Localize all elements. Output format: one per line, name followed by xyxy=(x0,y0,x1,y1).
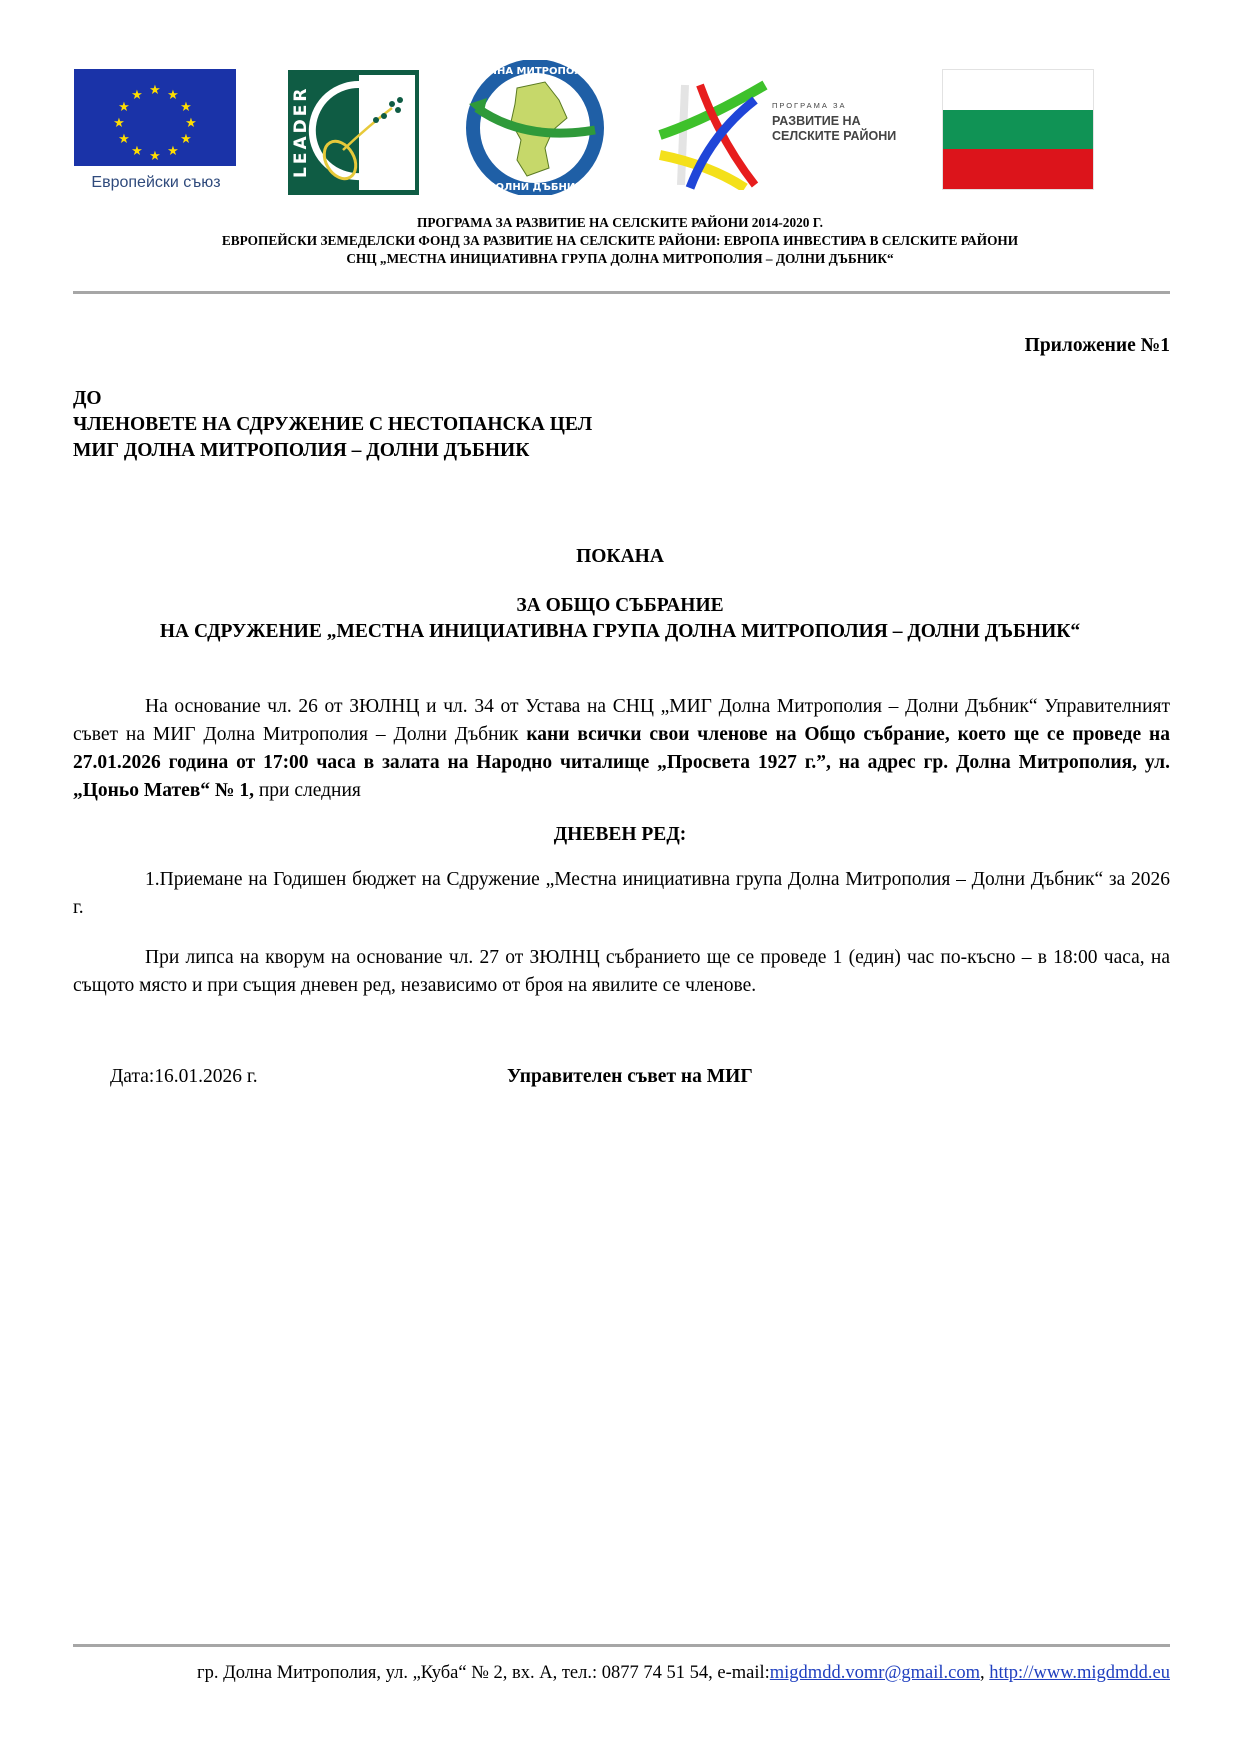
rdp-small-label: ПРОГРАМА ЗА xyxy=(772,101,847,110)
agenda-heading: ДНЕВЕН РЕД: xyxy=(553,824,687,845)
svg-text:★: ★ xyxy=(131,144,143,159)
annex-label: Приложение №1 xyxy=(1024,335,1170,356)
program-header-line3: СНЦ „МЕСТНА ИНИЦИАТИВНА ГРУПА ДОЛНА МИТРОПОЛИЯ – ДОЛНИ ДЪБНИК“ xyxy=(346,251,894,266)
svg-text:★: ★ xyxy=(185,116,197,131)
quorum-note: При липса на кворум на основание чл. 27 от ЗЮЛНЦ събранието ще се проведе 1 (един) час по-късно – в 18:00 часа, на същото място и при същия дневен ред, независимо от броя на явилите се членове. xyxy=(73,947,1170,996)
signer-label: Управителен съвет на МИГ xyxy=(507,1066,753,1087)
svg-text:ДОЛНИ ДЪБНИК: ДОЛНИ ДЪБНИК xyxy=(486,182,584,193)
program-header-line2: ЕВРОПЕЙСКИ ЗЕМЕДЕЛСКИ ФОНД ЗА РАЗВИТИЕ НА СЕЛСКИТЕ РАЙОНИ: ЕВРОПА ИНВЕСТИРА В СЕЛСКИТЕ РАЙОНИ xyxy=(221,233,1019,248)
addressee-line2: ЧЛЕНОВЕТЕ НА СДРУЖЕНИЕ С НЕСТОПАНСКА ЦЕЛ xyxy=(73,414,593,435)
svg-text:★: ★ xyxy=(113,116,125,131)
rdp-logo-text xyxy=(772,102,896,144)
bulgarian-flag-icon xyxy=(942,69,1094,190)
addressee-line3: МИГ ДОЛНА МИТРОПОЛИЯ – ДОЛНИ ДЪБНИК xyxy=(73,440,530,461)
document-subtitle-line2: НА СДРУЖЕНИЕ „МЕСТНА ИНИЦИАТИВНА ГРУПА ДОЛНА МИТРОПОЛИЯ – ДОЛНИ ДЪБНИК“ xyxy=(159,621,1081,642)
rdp-line1: РАЗВИТИЕ НА xyxy=(772,113,861,128)
footer-address: гр. Долна Митрополия, ул. „Куба“ № 2, вх. А, тел.: 0877 74 51 54, e-mail: xyxy=(197,1663,770,1683)
svg-text:ДОЛНА МИТРОПОЛИЯ: ДОЛНА МИТРОПОЛИЯ xyxy=(471,66,599,77)
invitation-details: кани всички свои членове на Общо събрание, което ще се проведе на 27.01.2026 година от 17:00 часа в залата на Народно читалище „Просвета 1927 г.”, на адрес гр. Долна Митрополия, ул. „Цоньо Матев“ № 1, xyxy=(73,724,1170,801)
invitation-tail: при следния xyxy=(253,780,361,801)
leader-logo-icon xyxy=(288,70,419,195)
rdp-logo-icon xyxy=(655,80,770,190)
svg-text:★: ★ xyxy=(131,88,143,103)
svg-text:LEADER: LEADER xyxy=(291,85,311,178)
svg-text:★: ★ xyxy=(167,88,179,103)
rdp-line2: СЕЛСКИТЕ РАЙОНИ xyxy=(772,128,897,143)
eu-flag-icon xyxy=(74,69,236,166)
footer-contact xyxy=(73,1659,1170,1687)
svg-text:★: ★ xyxy=(180,132,192,147)
program-header-line1: ПРОГРАМА ЗА РАЗВИТИЕ НА СЕЛСКИТЕ РАЙОНИ 2014-2020 Г. xyxy=(416,215,824,230)
svg-text:★: ★ xyxy=(118,132,130,147)
document-title: ПОКАНА xyxy=(576,546,664,567)
svg-text:★: ★ xyxy=(149,149,161,164)
invitation-intro: На основание чл. 26 от ЗЮЛНЦ и чл. 34 от Устава на СНЦ „МИГ Долна Митрополия – Долни Дъбник“ Управителният съвет на МИГ Долна Митрополия – Долни Дъбник xyxy=(73,696,1170,745)
mig-logo-icon xyxy=(455,60,615,195)
footer-website-link[interactable]: http://www.migdmdd.eu xyxy=(989,1663,1170,1683)
eu-caption: Европейски съюз xyxy=(91,174,221,191)
svg-text:★: ★ xyxy=(149,83,161,98)
footer-divider xyxy=(73,1644,1170,1647)
invitation-paragraph xyxy=(73,693,1170,805)
header-divider xyxy=(73,291,1170,294)
addressee-line1: ДО xyxy=(73,388,102,409)
document-subtitle-line1: ЗА ОБЩО СЪБРАНИЕ xyxy=(516,595,724,616)
footer-separator: , xyxy=(980,1663,990,1683)
svg-text:★: ★ xyxy=(180,100,192,115)
footer-email-link[interactable]: migdmdd.vomr@gmail.com xyxy=(769,1663,981,1683)
date-label: Дата:16.01.2026 г. xyxy=(110,1066,258,1087)
agenda-item: 1.Приемане на Годишен бюджет на Сдружение „Местна инициативна група Долна Митрополия – Долни Дъбник“ за 2026 г. xyxy=(73,869,1170,918)
svg-text:★: ★ xyxy=(118,100,130,115)
svg-text:★: ★ xyxy=(167,144,179,159)
